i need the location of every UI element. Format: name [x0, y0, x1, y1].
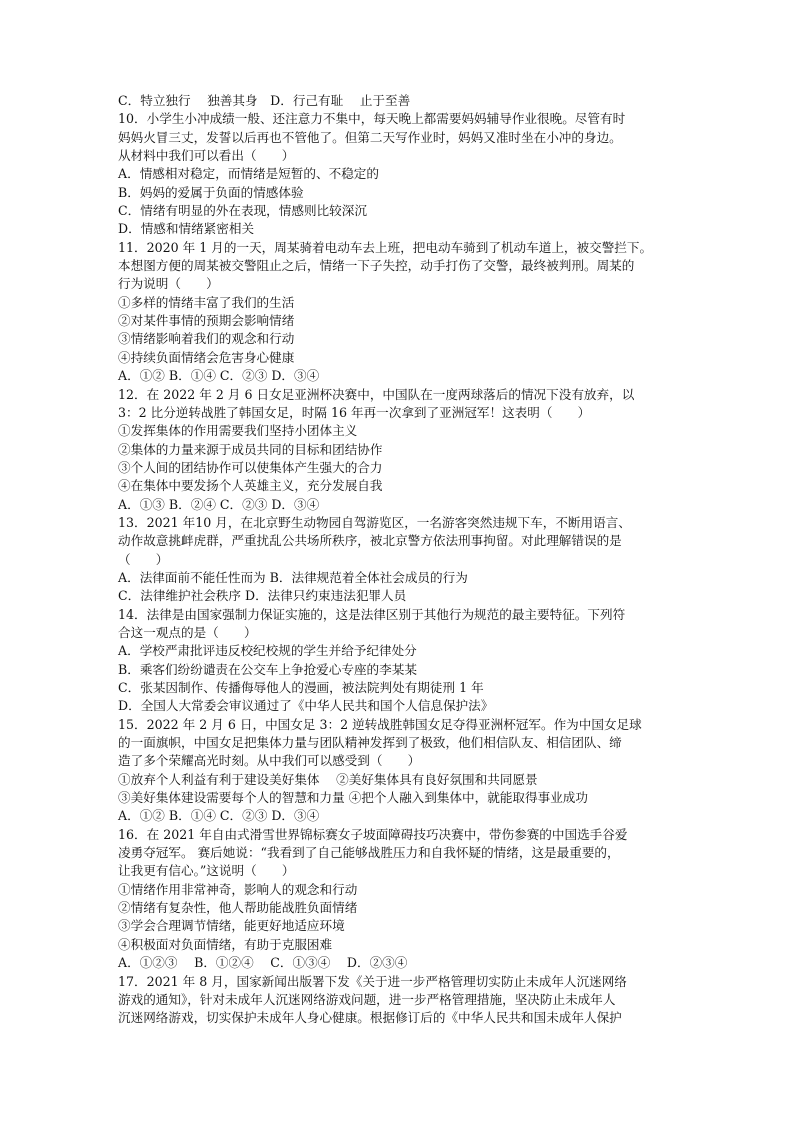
text-line: 15．2022 年 2 月 6 日，中国女足 3：2 逆转战胜韩国女足夺得亚洲杯冠军。作为中国女足球 — [118, 716, 642, 732]
text-line: 11．2020 年 1 月的一天，周某骑着电动车去上班，把电动车骑到了机动车道上，被交警拦下。 — [118, 239, 653, 255]
text-line: 妈妈火冒三丈，发誓以后再也不管他了。但第二天写作业时，妈妈又准时坐在小冲的身边。 — [118, 129, 622, 145]
text-line: A．①③ B．②④ C．②③ D．③④ — [118, 496, 320, 512]
text-line: B．妈妈的爱属于负面的情感体验 — [118, 184, 304, 200]
text-line: 的一面旗帜，中国女足把集体力量与团队精神发挥到了极致，他们相信队友、相信团队、缔 — [118, 735, 622, 751]
text-line: ②集体的力量来源于成员共同的目标和团结协作 — [118, 441, 383, 457]
text-line: 游戏的通知》，针对未成年人沉迷网络游戏问题，进一步严格管理措施，坚决防止未成年人 — [118, 991, 616, 1007]
text-line: ①发挥集体的作用需要我们坚持小团体主义 — [118, 423, 358, 439]
text-line: 动作故意挑衅虎群，严重扰乱公共场所秩序，被北京警方依法刑事拘留。对此理解错误的是 — [118, 533, 622, 549]
text-line: 行为说明（ ） — [118, 276, 219, 292]
text-line: A．学校严肃批评违反校纪校规的学生并给予纪律处分 — [118, 643, 417, 659]
text-line: ①放弃个人利益有利于建设美好集体 ②美好集体具有良好氛围和共同愿景 — [118, 771, 538, 787]
text-line: D．全国人大常委会审议通过了《中华人民共和国个人信息保护法》 — [118, 698, 494, 714]
text-line: 沉迷网络游戏，切实保护未成年人身心健康。根据修订后的《中华人民共和国未成年人保护 — [118, 1010, 622, 1026]
text-line: ①多样的情绪丰富了我们的生活 — [118, 294, 295, 310]
text-line: 合这一观点的是（ ） — [118, 624, 257, 640]
text-line: ③学会合理调节情绪，能更好地适应环境 — [118, 918, 345, 934]
text-line: B．乘客们纷纷谴责在公交车上争抢爱心专座的李某某 — [118, 661, 417, 677]
text-line: ④积极面对负面情绪，有助于克服困难 — [118, 936, 333, 952]
text-line: A．情感相对稳定，而情绪是短暂的、不稳定的 — [118, 166, 379, 182]
text-line: 12．在 2022 年 2 月 6 日女足亚洲杯决赛中，中国队在一度两球落后的情况下没有放弃，以 — [118, 386, 635, 402]
text-line: （ ） — [118, 551, 169, 567]
text-line: ①情绪作用非常神奇，影响人的观念和行动 — [118, 881, 358, 897]
text-line: ③个人间的团结协作可以使集体产生强大的合力 — [118, 459, 383, 475]
text-line: C．情绪有明显的外在表现，情感则比较深沉 — [118, 203, 367, 219]
text-line: ③美好集体建设需要每个人的智慧和力量 ④把个人融入到集体中，就能取得事业成功 — [118, 790, 588, 806]
text-line: 从材料中我们可以看出（ ） — [118, 148, 295, 164]
text-line: 造了多个荣耀高光时刻。从中我们可以感受到（ ） — [118, 753, 421, 769]
text-line: C．特立独行 独善其身 D．行己有耻 止于至善 — [118, 93, 411, 108]
text-line: ④持续负面情绪会危害身心健康 — [118, 349, 295, 365]
text-line: 凌勇夺冠军。 赛后她说：“我看到了自己能够战胜压力和自我怀疑的情绪，这是最重要的， — [118, 845, 620, 861]
text-line: 让我更有信心。”这说明（ ） — [118, 863, 295, 879]
text-line: C．张某因制作、传播侮辱他人的漫画，被法院判处有期徒刑 1 年 — [118, 680, 484, 695]
text-line: 16．在 2021 年自由式滑雪世界锦标赛女子坡面障碍技巧决赛中，带伤参赛的中国选手谷爱 — [118, 826, 628, 842]
text-line: ②对某件事情的预期会影响情绪 — [118, 313, 295, 329]
text-line: A．①②③ B．①②④ C．①③④ D．②③④ — [118, 955, 408, 971]
text-line: ③情绪影响着我们的观念和行动 — [118, 331, 295, 347]
text-line: A．①② B．①④ C．②③ D．③④ — [118, 368, 320, 384]
text-line: 14．法律是由国家强制力保证实施的，这是法律区别于其他行为规范的最主要特征。下列符 — [118, 606, 626, 622]
text-line: A．法律面前不能任性而为 B．法律规范着全体社会成员的行为 — [118, 569, 468, 585]
text-line: ④在集体中要发扬个人英雄主义，充分发展自我 — [118, 478, 383, 494]
text-line: 13．2021 年10 月，在北京野生动物园自驾游览区，一名游客突然违规下车，不断用语言、 — [118, 514, 631, 530]
text-line: ②情绪有复杂性，他人帮助能战胜负面情绪 — [118, 900, 358, 916]
exam-page — [118, 92, 684, 1028]
text-line: 17．2021 年 8 月，国家新闻出版署下发《关于进一步严格管理切实防止未成年人沉迷网络 — [118, 973, 627, 989]
text-line: A．①② B．①④ C．②③ D．③④ — [118, 808, 320, 824]
text-line: C．法律维护社会秩序 D．法律只约束违法犯罪人员 — [118, 588, 407, 604]
text-line: D．情感和情绪紧密相关 — [118, 221, 255, 237]
text-line: 本想图方便的周某被交警阻止之后，情绪一下子失控，动手打伤了交警，最终被判刑。周某的 — [118, 258, 635, 274]
text-line: 3：2 比分逆转战胜了韩国女足，时隔 16 年再一次拿到了亚洲冠军！这表明（ ） — [118, 404, 591, 420]
text-line: 10．小学生小冲成绩一般、还注意力不集中，每天晚上都需要妈妈辅导作业很晚。尽管有时 — [118, 111, 626, 127]
